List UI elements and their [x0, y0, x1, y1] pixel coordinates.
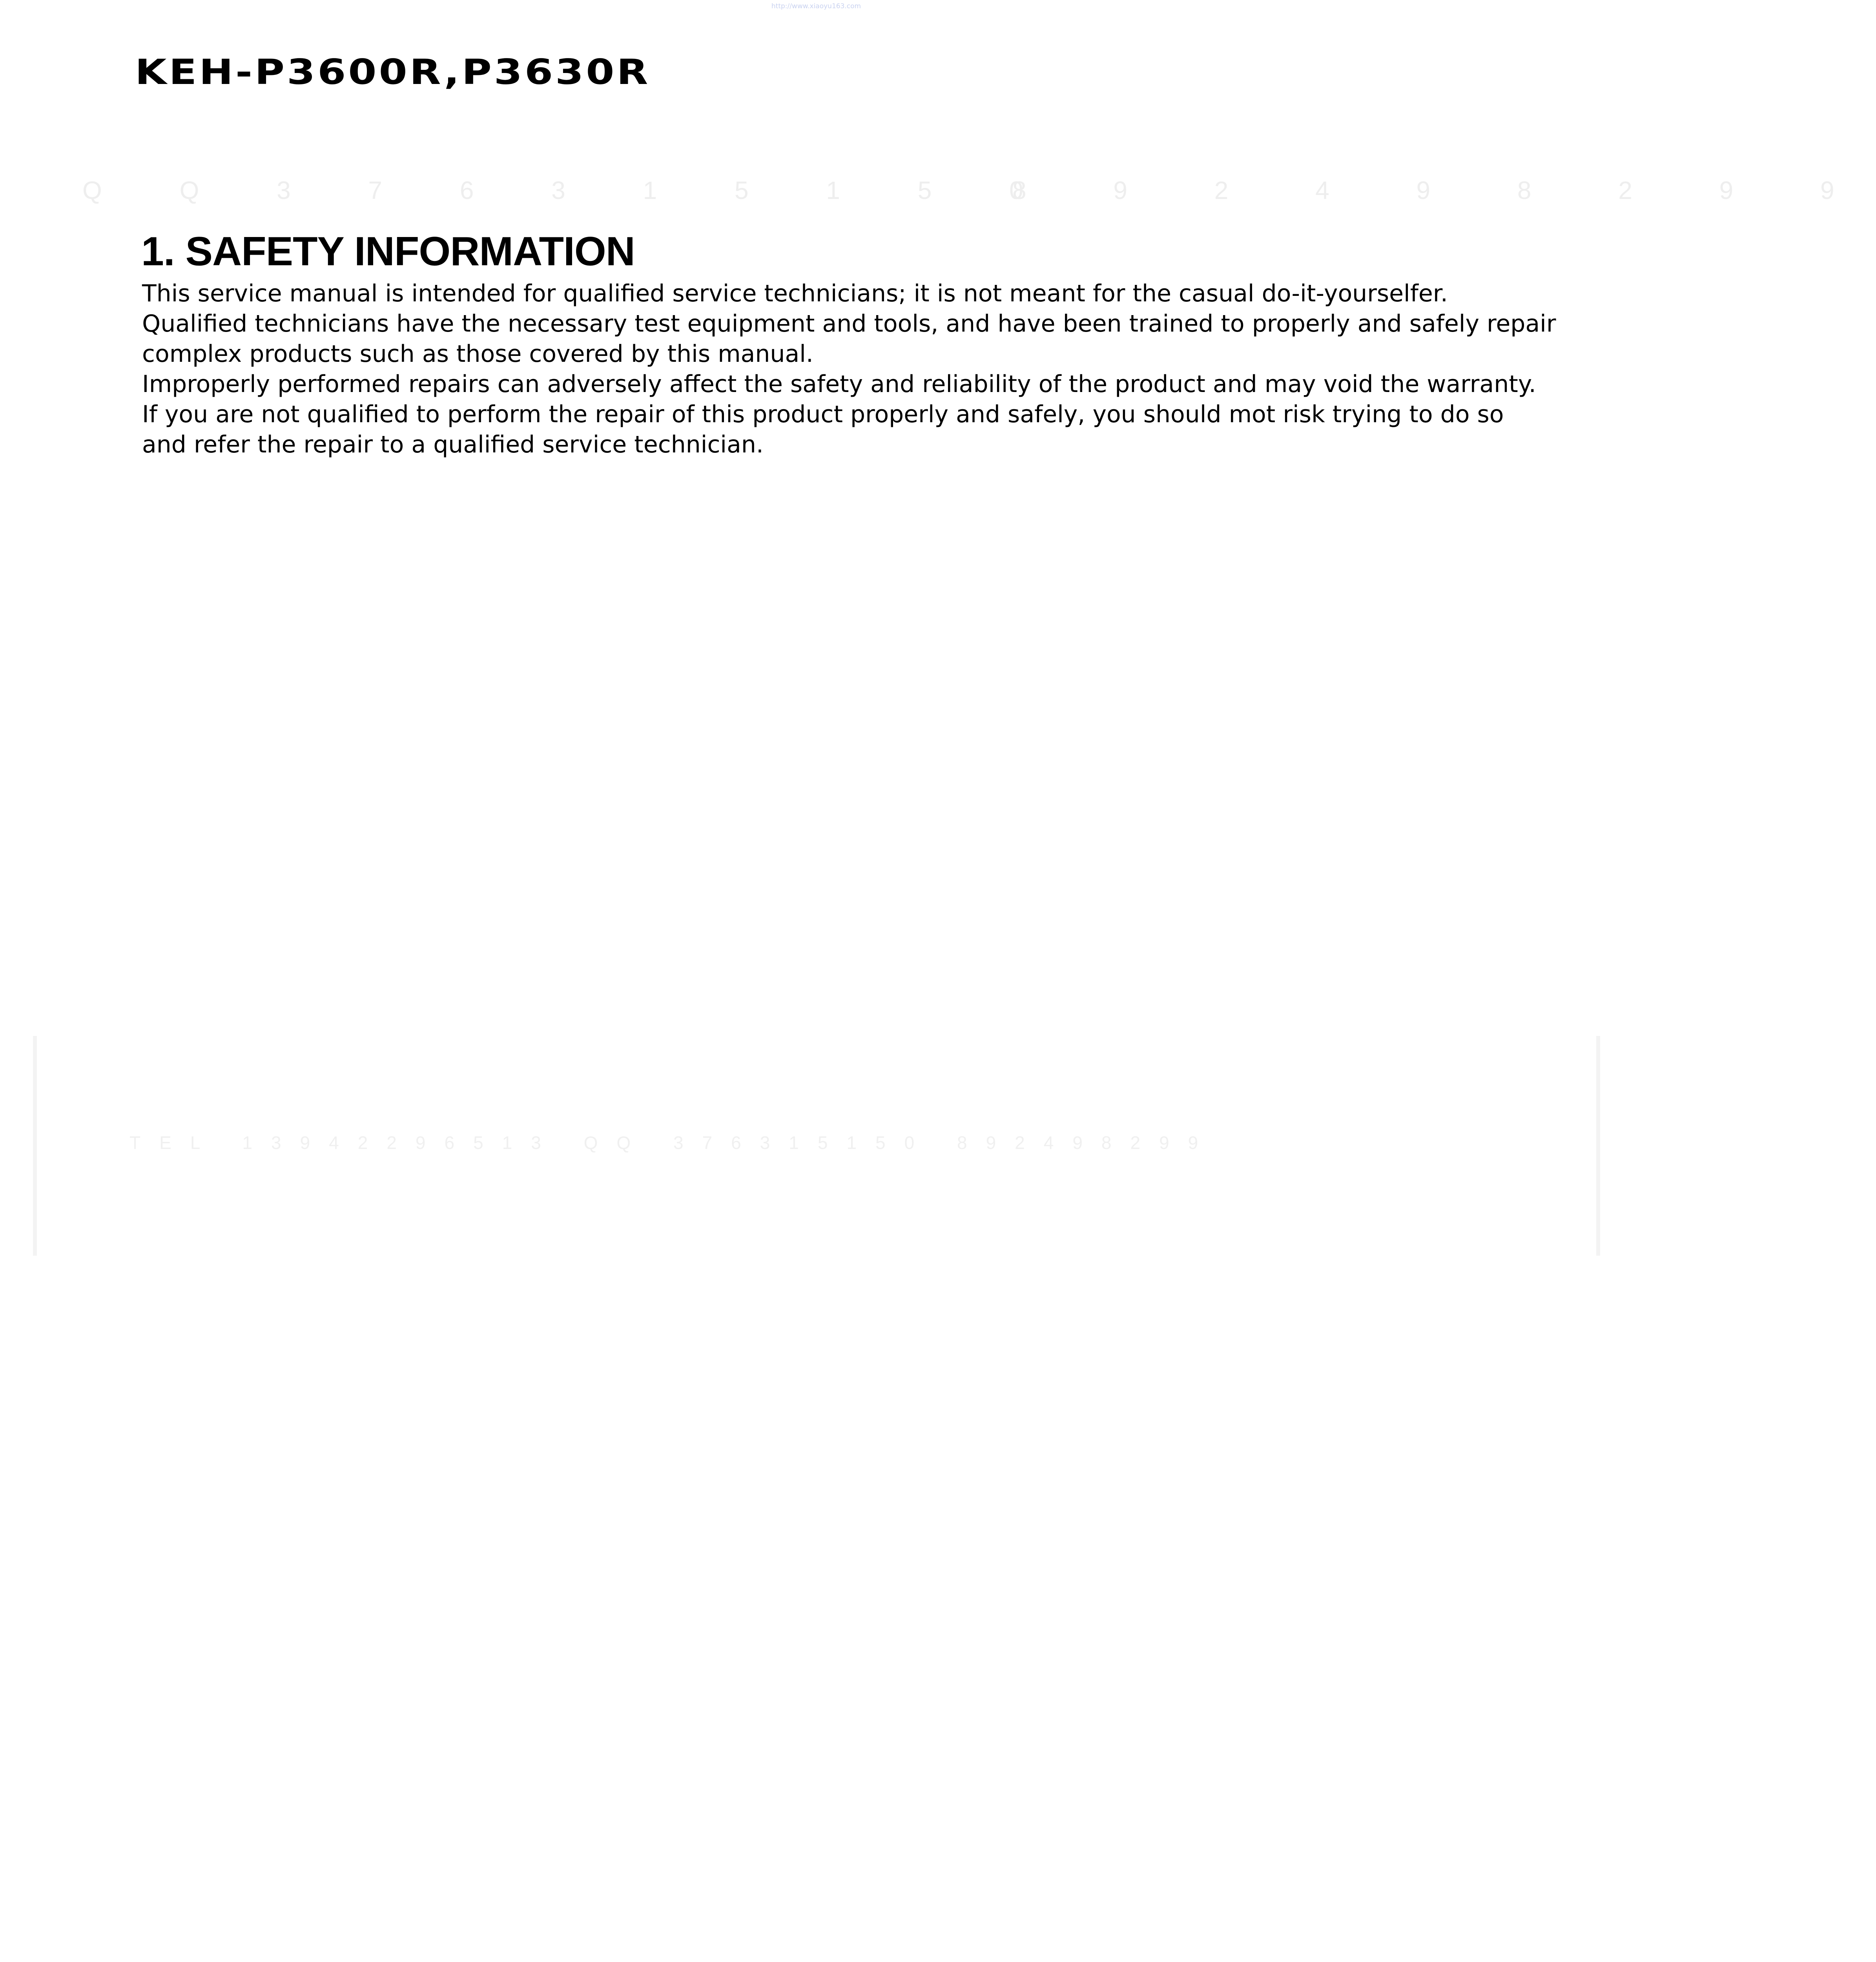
- left-edge-mark: [33, 1036, 37, 1256]
- section-heading: 1. SAFETY INFORMATION: [141, 228, 635, 274]
- model-title: KEH-P3600R,P3630R: [135, 52, 651, 92]
- safety-text-line: complex products such as those covered by this manual.: [142, 340, 813, 368]
- watermark-serial-left: Q Q 3 7 6 3 1 5 1 5 0: [82, 176, 1059, 204]
- watermark-serial-right: 8 9 2 4 9 8 2 9 9: [1012, 176, 1874, 204]
- safety-text-line: and refer the repair to a qualified service technician.: [142, 431, 764, 458]
- source-url-header: http://www.xiaoyu163.com: [771, 2, 861, 10]
- safety-text-line: This service manual is intended for qualified service technicians; it is not meant for the casual do-it-yourselfer.: [142, 280, 1448, 307]
- safety-text-line: Improperly performed repairs can adversely affect the safety and reliability of the product and may void the warranty.: [142, 370, 1536, 398]
- safety-text-line: Qualified technicians have the necessary test equipment and tools, and have been trained to properly and safely repair: [142, 310, 1556, 337]
- safety-text-line: If you are not qualified to perform the repair of this product properly and safely, you should mot risk trying to do so: [142, 401, 1504, 428]
- watermark-contact-line: TEL 13942296513 QQ 376315150 892498299: [129, 1132, 1217, 1153]
- right-edge-mark: [1596, 1036, 1600, 1256]
- safety-information-text: [142, 279, 1556, 460]
